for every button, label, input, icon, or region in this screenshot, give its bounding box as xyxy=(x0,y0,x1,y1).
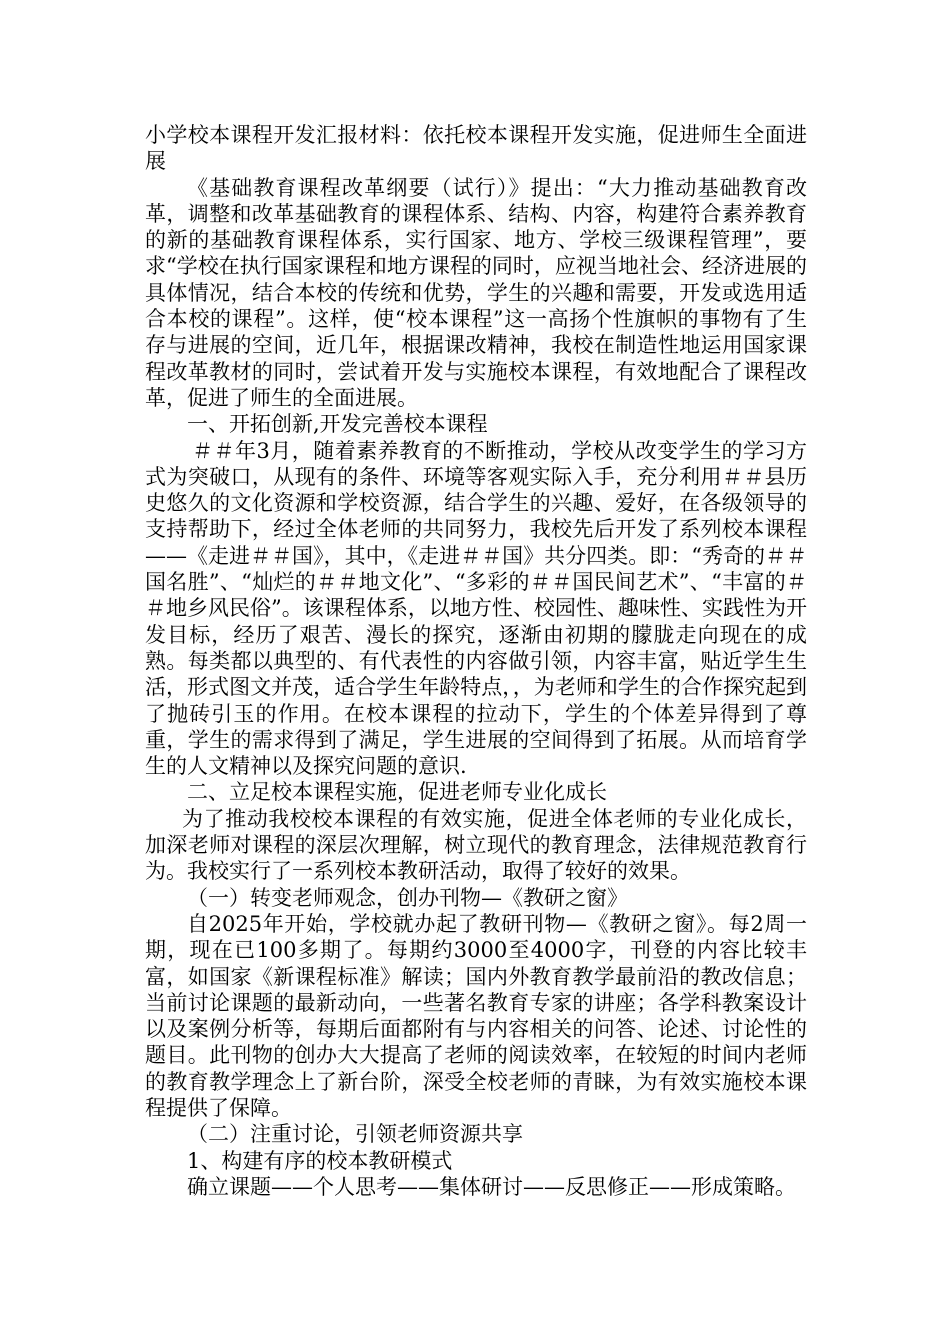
section-2-paragraph: 为了推动我校校本课程的有效实施，促进全体老师的专业化成长，加深老师对课程的深层次理解，树立现代的教育理念，法律规范教育行为。我校实行了一系列校本教研活动，取得了较好的效果。 xyxy=(145,806,807,884)
subsection-heading-2: （二）注重讨论，引领老师资源共享 xyxy=(187,1122,523,1147)
document-title: 小学校本课程开发汇报材料：依托校本课程开发实施，促进师生全面进展 xyxy=(145,123,807,174)
document-page xyxy=(145,122,807,1200)
sub-item-heading-1: 1、构建有序的校本教研模式 xyxy=(187,1148,453,1173)
section-heading-1: 一、开拓创新,开发完善校本课程 xyxy=(187,412,488,437)
section-heading-2: 二、立足校本课程实施，促进老师专业化成长 xyxy=(187,780,607,805)
subsection-heading-1: （一）转变老师观念，创办刊物—《教研之窗》 xyxy=(187,885,628,910)
subsection-1-paragraph: 自2025年开始，学校就办起了教研刊物—《教研之窗》。每2周一期，现在已100多期了。每期约3000至4000字，刊登的内容比较丰富，如国家《新课程标准》解读；国内外教育教学最前沿的教改信息；当前讨论课题的最新动向，一些著名教育专家的讲座；各学科教案设计以及案例分析等，每期后面都附有与内容相关的问答、论述、讨论性的题目。此刊物的创办大大提高了老师的阅读效率，在较短的时间内老师的教育教学理念上了新台阶，深受全校老师的青睐，为有效实施校本课程提供了保障。 xyxy=(145,911,807,1120)
intro-paragraph: 《基础教育课程改革纲要（试行）》提出：“大力推动基础教育改革，调整和改革基础教育的课程体系、结构、内容，构建符合素养教育的新的基础教育课程体系，实行国家、地方、学校三级课程管理”，要求“学校在执行国家课程和地方课程的同时，应视当地社会、经济进展的具体情况，结合本校的传统和优势，学生的兴趣和需要，开发或选用适合本校的课程”。这样，使“校本课程”这一高扬个性旗帜的事物有了生存与进展的空间，近几年，根据课改精神，我校在制造性地运用国家课程改革教材的同时，尝试着开发与实施校本课程，有效地配合了课程改革，促进了师生的全面进展。 xyxy=(145,175,807,410)
sub-item-paragraph-1: 确立课题——个人思考——集体研讨——反思修正——形成策略。 xyxy=(187,1174,796,1199)
section-1-paragraph: ＃＃年3月，随着素养教育的不断推动，学校从改变学生的学习方式为突破口，从现有的条件、环境等客观实际入手，充分利用＃＃县历史悠久的文化资源和学校资源，结合学生的兴趣、爱好，在各级领导的支持帮助下，经过全体老师的共同努力，我校先后开发了系列校本课程——《走进＃＃国》，其中，《走进＃＃国》共分四类。即：“秀奇的＃＃国名胜”、“灿烂的＃＃地文化”、“多彩的＃＃国民间艺术”、“丰富的＃＃地乡风民俗”。该课程体系，以地方性、校园性、趣味性、实践性为开发目标，经历了艰苦、漫长的探究，逐渐由初期的朦胧走向现在的成熟。每类都以典型的、有代表性的内容做引领，内容丰富，贴近学生生活，形式图文并茂，适合学生年龄特点，，为老师和学生的合作探究起到了抛砖引玉的作用。在校本课程的拉动下，学生的个体差异得到了尊重，学生的需求得到了满足，学生进展的空间得到了拓展。从而培育学生的人文精神以及探究问题的意识. xyxy=(145,438,807,779)
